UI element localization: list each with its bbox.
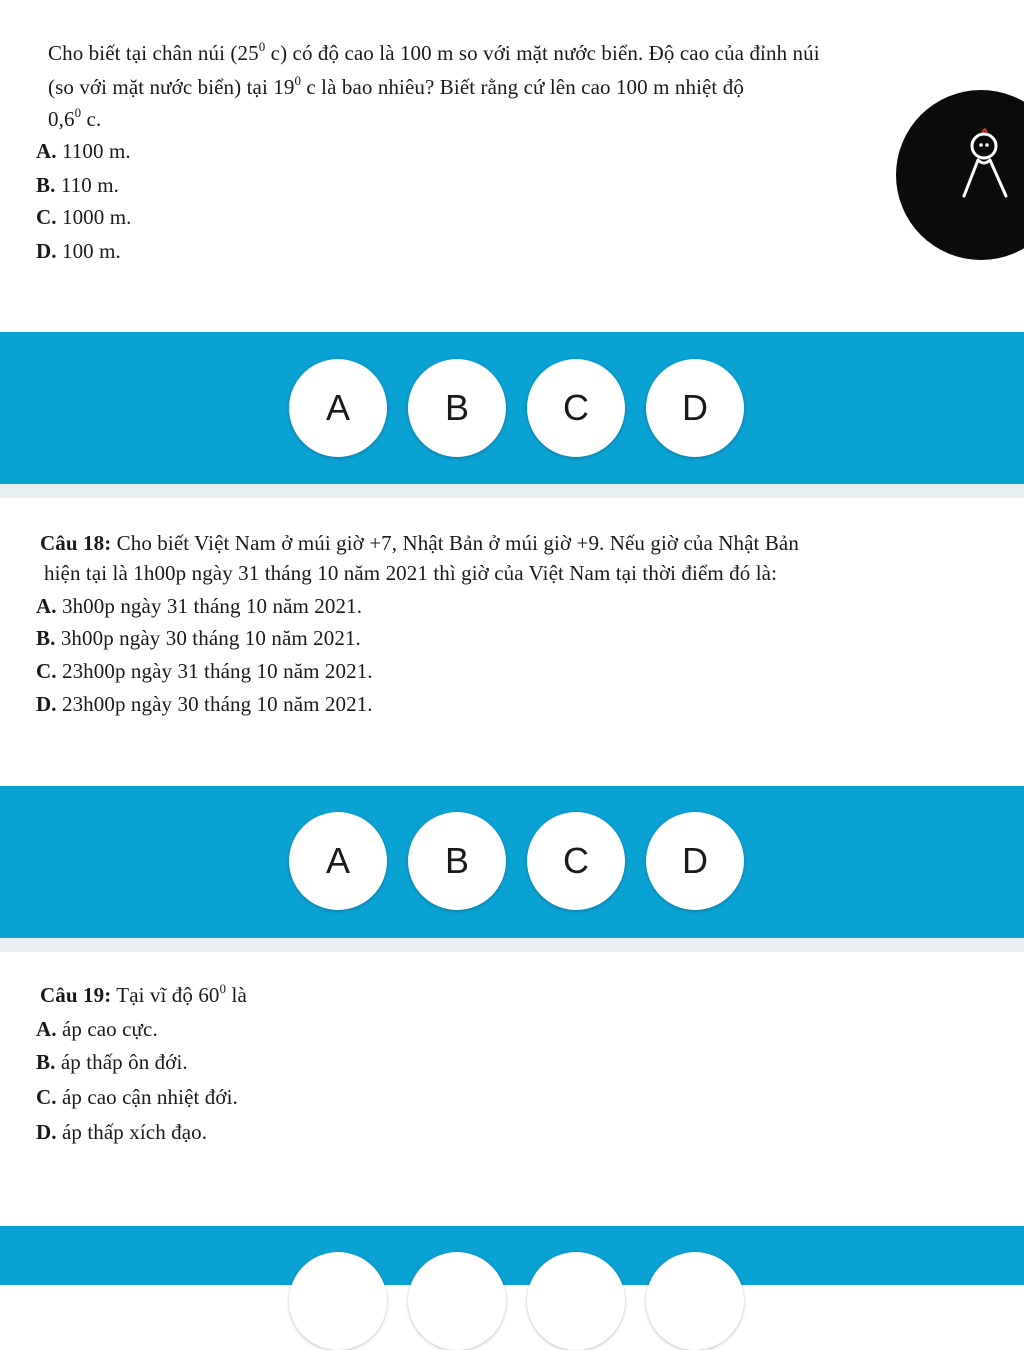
choice-b-button[interactable]: B xyxy=(408,359,506,457)
choice-a-button[interactable]: A xyxy=(289,812,387,910)
answer-bar-1 xyxy=(0,332,1024,484)
choice-c-button[interactable] xyxy=(527,1252,625,1350)
option-d: D. 100 m. xyxy=(36,239,121,263)
choice-d-button[interactable] xyxy=(646,1252,744,1350)
assistive-touch-icon xyxy=(954,128,1014,208)
option-a: A. 3h00p ngày 31 tháng 10 năm 2021. xyxy=(36,594,363,618)
choice-d-button[interactable]: D xyxy=(646,812,744,910)
divider xyxy=(0,938,1024,952)
option-c: C. 23h00p ngày 31 tháng 10 năm 2021. xyxy=(36,659,373,683)
answer-bar-3 xyxy=(0,1226,1024,1285)
question-17-line-2: (so với mặt nước biển) tại $19^0$ c là bao nhiêu? Biết rằng cứ lên cao 100 m nhiệt độ xyxy=(48,73,744,99)
option-a: A. áp cao cực. xyxy=(36,1017,158,1041)
answer-bar-2 xyxy=(0,786,1024,938)
option-b: B. áp thấp ôn đới. xyxy=(36,1050,188,1074)
option-b: B. 110 m. xyxy=(36,173,119,197)
option-c: C. áp cao cận nhiệt đới. xyxy=(36,1085,238,1109)
question-19-line-1: Câu 19: Tại vĩ độ $60^0$ là xyxy=(40,981,247,1007)
option-d: D. 23h00p ngày 30 tháng 10 năm 2021. xyxy=(36,692,373,716)
floating-assistive-button[interactable] xyxy=(896,90,1024,260)
option-c: C. 1000 m. xyxy=(36,205,132,229)
option-b: B. 3h00p ngày 30 tháng 10 năm 2021. xyxy=(36,626,361,650)
choice-a-button[interactable] xyxy=(289,1252,387,1350)
option-d: D. áp thấp xích đạo. xyxy=(36,1120,208,1144)
question-17-line-3: $0,6^0$ c. xyxy=(48,105,102,131)
question-17-line-1: Cho biết tại chân núi ($25^0$ c) có độ cao là 100 m so với mặt nước biển. Độ cao của đỉnh núi xyxy=(48,39,820,65)
choice-b-button[interactable] xyxy=(408,1252,506,1350)
choice-c-button[interactable]: C xyxy=(527,359,625,457)
choice-d-button[interactable]: D xyxy=(646,359,744,457)
option-a: A. 1100 m. xyxy=(36,139,131,163)
divider xyxy=(0,484,1024,498)
question-18-line-1: Câu 18: Cho biết Việt Nam ở múi giờ +7, Nhật Bản ở múi giờ +9. Nếu giờ của Nhật Bản xyxy=(40,531,799,555)
choice-b-button[interactable]: B xyxy=(408,812,506,910)
choice-c-button[interactable]: C xyxy=(527,812,625,910)
question-18-line-2: hiện tại là 1h00p ngày 31 tháng 10 năm 2021 thì giờ của Việt Nam tại thời điểm đó là: xyxy=(44,561,778,585)
choice-a-button[interactable]: A xyxy=(289,359,387,457)
